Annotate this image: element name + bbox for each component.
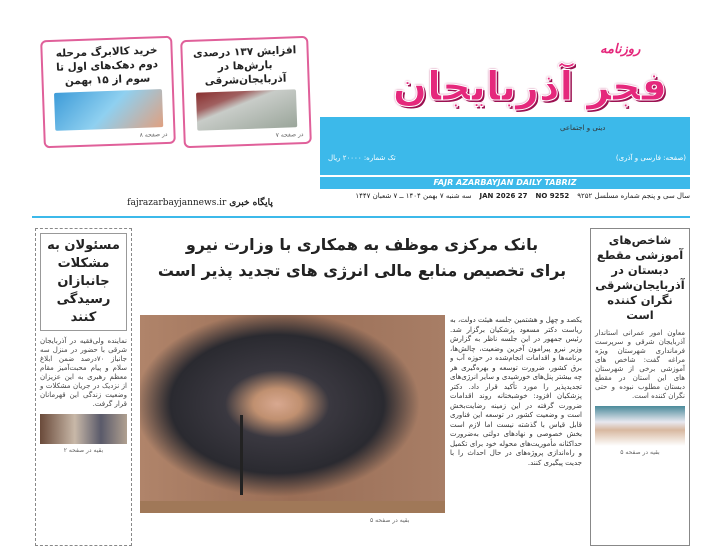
right-ref: بقیه در صفحه ۵: [620, 449, 660, 456]
left-ref: بقیه در صفحه ۲: [63, 447, 104, 454]
photo-ref: بقیه در صفحه ۵: [370, 517, 410, 524]
promo-ref: در صفحه ۷: [275, 131, 304, 139]
headline-line-2: برای تخصیص منابع مالی انرژی های تجدید پذیر است: [157, 261, 567, 280]
desk: [140, 501, 445, 513]
schoolgirls-photo: [595, 406, 685, 446]
masthead-price: تک شماره: ۲۰۰۰۰ ریال: [328, 154, 396, 162]
rain-image: [196, 89, 297, 130]
veterans-photo: [40, 414, 127, 444]
main-headline: [142, 232, 582, 284]
left-body: نماینده ولی‌فقیه در آذربایجان شرقی با حضور در منزل سه جانباز ۷۰درصد ضمن ابلاغ سلام و پیام محبت‌آمیز مقام معظم رهبری به این عزیزان از نزدیک در جریان مشکلات و وضعیت زندگی این قهرمانان قرار گرفت.: [40, 337, 127, 408]
main-photo: [140, 315, 445, 513]
issue-number: NO 9252: [535, 192, 570, 200]
logo-prefix: روزنامه: [600, 42, 641, 57]
coupon-card-image: [54, 89, 163, 131]
headline-line-1: بانک مرکزی موظف به همکاری با وزارت نیرو: [185, 235, 539, 254]
right-headline: شاخص‌های آموزشی مقطع دبستان در آذربایجان‌شرقی نگران کننده است: [595, 233, 685, 322]
main-body: یکصد و چهل و هشتمین جلسه هیئت دولت، به ریاست دکتر مسعود پزشکیان برگزار شد. رئیس جمهور در این جلسه ناظر به گزارش وزیر نیرو پیرامون آخرین وضعیت، چالش‌ها، برنامه‌ها و اقدامات انجام‌شده در حوزه آب و برق کشور، ضرورت توسعه و بهره‌گیری هر چه بیشتر پنل‌های خورشیدی و سایر انرژی‌های تجدیدپذیر را مورد تأکید قرار داد. دکتر پزشکیان افزود: خوشبختانه روند اقدامات ضرورت گرفته در این زمینه رضایت‌بخش است و وضعیت کشور در توسعه این فناوری قابل قیاس با گذشته نیست اما لازم است بخش خصوصی و نهادهای دولتی به‌ضرورت حداکثانه مأموریت‌های محوله خود برای تکمیل و راه‌اندازی پروژه‌های در حال احداث را با جدیت پیگیری کنند.: [450, 316, 582, 467]
website-line: [90, 198, 310, 209]
website-label: پایگاه خبری: [229, 198, 273, 208]
left-headline: مسئولان به مشکلات جانبازان رسیدگی کنند: [40, 233, 127, 331]
microphone: [240, 415, 243, 495]
masthead-subtitle: دینی و اجتماعی: [560, 124, 606, 132]
masthead-languages: (صفحه: فارسی و آذری): [615, 154, 686, 162]
dateline: [325, 192, 690, 201]
year-number: سال سی و پنجم شماره مسلسل ۹۲۵۲: [577, 192, 690, 200]
date-persian: سه شنبه ۷ بهمن ۱۴۰۴ ــ ۷ شعبان ۱۴۴۷: [355, 192, 472, 200]
date-english: 27 JAN 2026: [479, 192, 528, 200]
left-column-article[interactable]: [35, 228, 132, 546]
masthead-band: [320, 117, 690, 175]
header-divider: [32, 216, 690, 218]
promo-title: افزایش ۱۳۷ درصدی بارش‌ها در آذربایجان‌شرقی: [192, 44, 297, 88]
newspaper-logo: فجر آذربایجان: [392, 64, 668, 110]
promo-box-rainfall[interactable]: [180, 36, 312, 148]
promo-box-coupon[interactable]: [40, 36, 176, 149]
english-title-band: FAJR AZARBAYJAN DAILY TABRIZ: [320, 177, 690, 189]
website-url[interactable]: fajrazarbayjannews.ir: [127, 198, 227, 208]
promo-title: خرید کالابرگ مرحله دوم دهک‌های اول تا سوم از ۱۵ بهمن: [55, 44, 159, 88]
right-column-article[interactable]: [590, 228, 690, 546]
right-body: معاون امور عمرانی استاندار آذربایجان شرقی و سرپرست فرمانداری شهرستان ویژه مراغه گفت: شاخص های آموزشی برخی از شهرستان های این استان در مقطع دبستان مطلوب نبوده و حتی نگران کننده است.: [595, 329, 685, 400]
promo-ref: در صفحه ۸: [139, 130, 168, 139]
